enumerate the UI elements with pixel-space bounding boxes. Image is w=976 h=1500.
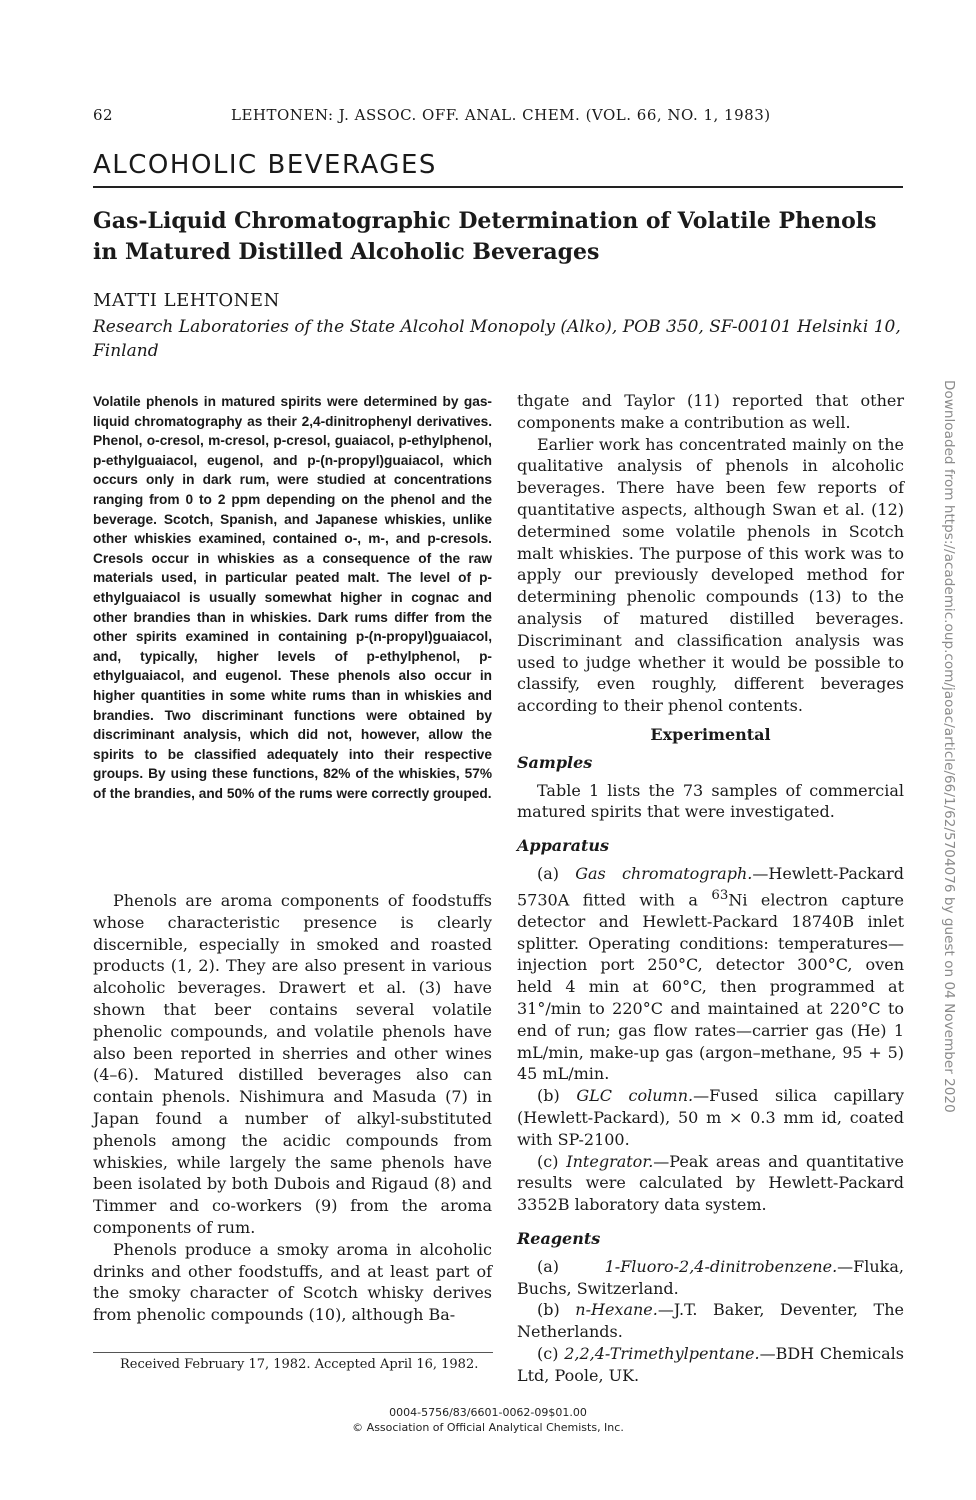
apparatus-heading: Apparatus xyxy=(517,836,609,856)
page-number: 62 xyxy=(93,106,114,124)
apparatus-item-c: (c) Integrator.—Peak areas and quantitative results were calculated by Hewlett-Packard 3352B laboratory data system. xyxy=(517,1151,904,1215)
reagent-item-b: (b) n-Hexane.—J.T. Baker, Deventer, The Netherlands. xyxy=(517,1300,904,1342)
page-footer xyxy=(0,1405,976,1435)
right-body-column xyxy=(517,390,904,1387)
body-paragraph: Earlier work has concentrated mainly on the qualitative analysis of phenols in alcoholic beverages. There have been few reports of quantitative aspects, although Swan et al. (12) determined some volatile phenols in Scotch malt whiskies. The purpose of this work was to apply our previously developed method for determining phenolic compounds (13) to the analysis of matured distilled beverages. Discriminant and classification analysis was used to judge whether it would be possible to classify, even roughly, different beverages according to their phenol contents. xyxy=(517,434,904,716)
watermark-text[interactable]: Downloaded from https://academic.oup.com/jaoac/article/66/1/62/5704076 by guest on 04 November 2020 xyxy=(941,380,957,1113)
author-affiliation: Research Laboratories of the State Alcohol Monopoly (Alko), POB 350, SF-00101 Helsinki 10, Finland xyxy=(93,317,901,361)
left-body-column xyxy=(93,890,492,1326)
running-head-title: LEHTONEN: J. ASSOC. OFF. ANAL. CHEM. (VOL. 66, NO. 1, 1983) xyxy=(231,106,771,124)
author-name: MATTI LEHTONEN xyxy=(93,290,280,311)
experimental-heading: Experimental xyxy=(650,724,771,744)
samples-text: Table 1 lists the 73 samples of commercial matured spirits that were investigated. xyxy=(517,780,904,822)
section-rule xyxy=(93,186,903,188)
reagents-heading: Reagents xyxy=(517,1229,601,1249)
download-watermark xyxy=(928,380,957,1150)
samples-heading: Samples xyxy=(517,752,593,772)
reagent-item-c: (c) 2,2,4-Trimethylpentane.—BDH Chemicals Ltd, Poole, UK. xyxy=(517,1344,904,1385)
reagent-item-a: (a) 1-Fluoro-2,4-dinitrobenzene.—Fluka, Buchs, Switzerland. xyxy=(517,1256,904,1298)
body-paragraph: Phenols produce a smoky aroma in alcoholic drinks and other foodstuffs, and at least part of the smoky character of Scotch whisky derives from phenolic compounds (10), although Ba- xyxy=(93,1239,492,1325)
body-paragraph: Phenols are aroma components of foodstuffs whose characteristic presence is clearly discernible, especially in smoked and roasted products (1, 2). They are also present in various alcoholic beverages. Drawert et al. (3) have shown that beer contains several volatile phenolic compounds, and volatile phenols have also been reported in sherries and other wines (4–6). Matured distilled beverages also can contain phenols. Nishimura and Masuda (7) in Japan found a number of alkyl-substituted phenols among the acidic compounds from whiskies, while largely the same phenols have been isolated by both Dubois and Rigaud (8) and Timmer and co-workers (9) from the aroma components of rum. xyxy=(93,891,492,1237)
article-code: 0004-5756/83/6601-0062-09$01.00 xyxy=(389,1406,587,1419)
article-title: Gas-Liquid Chromatographic Determination of Volatile Phenols in Matured Distilled Alcoholic Beverages xyxy=(93,208,877,265)
abstract: Volatile phenols in matured spirits were determined by gas-liquid chromatography as their 2,4-dinitrophenyl derivatives. Phenol, o-cresol, m-cresol, p-cresol, guaiacol, p-ethylphenol, p-ethylguaiacol, eugenol, and p-(n-propyl)guaiacol, which occurs only in dark rum, were studied at concentrations ranging from 0 to 2 ppm depending on the phenol and the beverage. Scotch, Spanish, and Japanese whiskies, unlike other whiskies examined, contained o-, m-, and p-cresols. Cresols occur in whiskies as a consequence of the raw materials used, in particular peated malt. The level of p-ethylguaiacol is usually somewhat higher in cognac and other brandies than in whiskies. Dark rums differ from the other spirits examined in containing p-(n-propyl)guaiacol, and, typically, higher levels of p-ethylphenol, p-ethylguaiacol, and eugenol. These phenols also occur in higher quantities in some white rums than in whiskies and brandies. Two discriminant functions were obtained by discriminant analysis, which did not, however, allow the spirits to be classified adequately into their respective groups. By using these functions, 82% of the whiskies, 57% of the brandies, and 50% of the rums were correctly grouped. xyxy=(93,394,492,801)
footnote-rule xyxy=(93,1352,493,1353)
body-paragraph: thgate and Taylor (11) reported that other components make a contribution as well. xyxy=(517,391,904,432)
section-title: ALCOHOLIC BEVERAGES xyxy=(93,150,437,180)
copyright-notice: © Association of Official Analytical Chemists, Inc. xyxy=(352,1421,624,1434)
apparatus-item-b: (b) GLC column.—Fused silica capillary (Hewlett-Packard), 50 m × 0.3 mm id, coated with SP-2100. xyxy=(517,1086,904,1149)
received-footnote: Received February 17, 1982. Accepted April 16, 1982. xyxy=(120,1357,479,1372)
apparatus-item-a: (a) Gas chromatograph.—Hewlett-Packard 5730A fitted with a $^{63}$Ni electron capture detector and Hewlett-Packard 18740B inlet splitter. Operating conditions: temperatures—injection port 250°C, detector 300°C, oven held 4 min at 60°C, then programmed at 31°/min to 220°C and maintained at 220°C to end of run; gas flow rates—carrier gas (He) 1 mL/min, make-up gas (argon–methane, 95 + 5) 45 mL/min. xyxy=(517,863,904,1084)
